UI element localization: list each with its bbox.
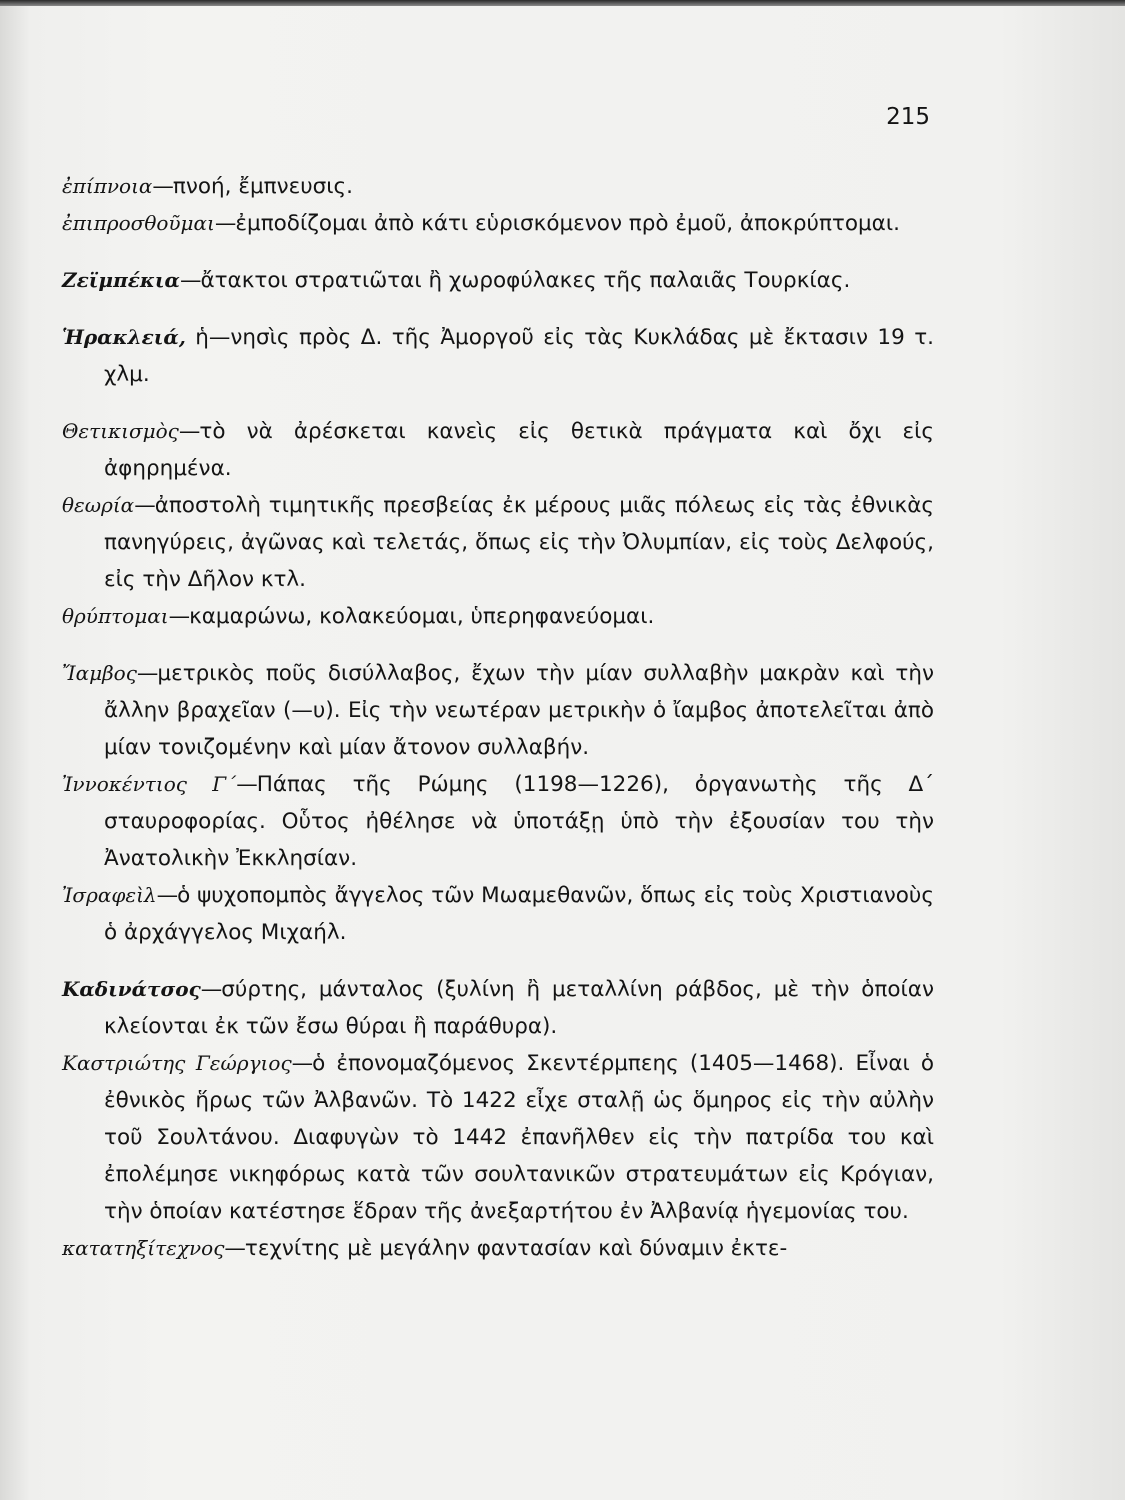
entry-definition: ἀποστολὴ τιμητικῆς πρεσβείας ἐκ μέρους μιᾶς πόλεως εἰς τὰς ἐθνικὰς πανηγύρεις, ἀγῶνας καὶ τελετάς, ὅπως εἰς τὴν Ὀλυμπίαν, εἰς τοὺς Δελφούς, εἰς τὴν Δῆλον κτλ. bbox=[104, 493, 934, 592]
entry-term: Θετικισμὸς bbox=[62, 419, 179, 443]
entry-term: θεωρία bbox=[62, 493, 135, 517]
entry-term: Ἡρακλειά, bbox=[62, 325, 186, 349]
glossary-entry: θεωρία—ἀποστολὴ τιμητικῆς πρεσβείας ἐκ μέρους μιᾶς πόλεως εἰς τὰς ἐθνικὰς πανηγύρεις, ἀγῶνας καὶ τελετάς, ὅπως εἰς τὴν Ὀλυμπίαν, εἰς τοὺς Δελφούς, εἰς τὴν Δῆλον κτλ. bbox=[62, 493, 934, 592]
page-top-edge bbox=[0, 0, 1125, 6]
entry-term: κατατηξίτεχνος bbox=[62, 1236, 225, 1260]
glossary-entry: ἐπίπνοια—πνοή, ἔμπνευσις. bbox=[62, 174, 353, 199]
entry-definition: μετρικὸς ποῦς δισύλλαβος, ἔχων τὴν μίαν συλλαβὴν μακρὰν καὶ τὴν ἄλλην βραχεῖαν (—υ). Εἰς τὴν νεωτέραν μετρικὴν ὁ ἴαμβος ἀποτελεῖται ἀπὸ μίαν τονιζομένην καὶ μίαν ἄτονον συλλαβήν. bbox=[104, 661, 934, 760]
entry-definition: ἄτακτοι στρατιῶται ἢ χωροφύλακες τῆς παλαιᾶς Τουρκίας. bbox=[200, 268, 851, 293]
entry-definition: πνοή, ἔμπνευσις. bbox=[172, 174, 353, 199]
entry-definition: ὁ ψυχοπομπὸς ἄγγελος τῶν Μωαμεθανῶν, ὅπως εἰς τοὺς Χριστιανοὺς ὁ ἀρχάγγελος Μιχαήλ. bbox=[104, 883, 934, 945]
entry-term: Ἰννοκέντιος Γ΄ bbox=[62, 772, 237, 796]
glossary-entry: Ἴαμβος—μετρικὸς ποῦς δισύλλαβος, ἔχων τὴν μίαν συλλαβὴν μακρὰν καὶ τὴν ἄλλην βραχεῖαν (—υ). Εἰς τὴν νεωτέραν μετρικὴν ὁ ἴαμβος ἀποτελεῖται ἀπὸ μίαν τονιζομένην καὶ μίαν ἄτονον συλλαβήν. bbox=[62, 661, 934, 760]
glossary-entry: ἐπιπροσθοῦμαι—ἐμποδίζομαι ἀπὸ κάτι εὑρισκόμενον πρὸ ἐμοῦ, ἀποκρύπτομαι. bbox=[62, 211, 900, 236]
entry-definition: ἐμποδίζομαι ἀπὸ κάτι εὑρισκόμενον πρὸ ἐμοῦ, ἀποκρύπτομαι. bbox=[235, 211, 900, 236]
entry-definition: ἡ—νησὶς πρὸς Δ. τῆς Ἀμοργοῦ εἰς τὰς Κυκλάδας μὲ ἔκτασιν 19 τ. χλμ. bbox=[104, 325, 934, 387]
glossary-entry: Καδινάτσος—σύρτης, μάνταλος (ξυλίνη ἢ μεταλλίνη ράβδος, μὲ τὴν ὁποίαν κλείονται ἐκ τῶν ἔσω θύραι ἢ παράθυρα). bbox=[62, 977, 934, 1039]
entry-term: ἐπίπνοια bbox=[62, 174, 153, 198]
glossary-entry bbox=[62, 319, 934, 393]
entry-term: Ἴαμβος bbox=[62, 661, 137, 685]
glossary-entry: Θετικισμὸς—τὸ νὰ ἀρέσκεται κανεὶς εἰς θετικὰ πράγματα καὶ ὄχι εἰς ἀφηρημένα. bbox=[62, 419, 934, 481]
glossary-entry: Καστριώτης Γεώργιος—ὁ ἐπονομαζόμενος Σκεντέρμπεης (1405—1468). Εἶναι ὁ ἐθνικὸς ἥρως τῶν Ἀλβανῶν. Τὸ 1422 εἶχε σταλῇ ὡς ὅμηρος εἰς τὴν αὐλὴν τοῦ Σουλτάνου. Διαφυγὼν τὸ 1442 ἐπανῆλθεν εἰς τὴν πατρίδα του καὶ ἐπολέμησε νικηφόρως κατὰ τῶν σουλτανικῶν στρατευμάτων εἰς Κρόγιαν, τὴν ὁποίαν κατέστησε ἕδραν τῆς ἀνεξαρτήτου ἐν Ἀλβανίᾳ ἡγεμονίας του. bbox=[62, 1051, 935, 1224]
glossary-entry: Ἰσραφεὶλ—ὁ ψυχοπομπὸς ἄγγελος τῶν Μωαμεθανῶν, ὅπως εἰς τοὺς Χριστιανοὺς ὁ ἀρχάγγελος Μιχαήλ. bbox=[62, 883, 934, 945]
entry-definition: τὸ νὰ ἀρέσκεται κανεὶς εἰς θετικὰ πράγματα καὶ ὄχι εἰς ἀφηρημένα. bbox=[104, 419, 934, 481]
page-number: 215 bbox=[886, 104, 930, 130]
glossary-entry: Ἰννοκέντιος Γ΄—Πάπας τῆς Ρώμης (1198—1226), ὀργανωτὴς τῆς Δ΄ σταυροφορίας. Οὗτος ἠθέλησε νὰ ὑποτάξῃ ὑπὸ τὴν ἐξουσίαν του τὴν Ἀνατολικὴν Ἐκκλησίαν. bbox=[62, 772, 934, 871]
entry-term: Καδινάτσος bbox=[62, 977, 201, 1001]
glossary-entry: Ζεϊμπέκια—ἄτακτοι στρατιῶται ἢ χωροφύλακες τῆς παλαιᾶς Τουρκίας. bbox=[62, 268, 851, 293]
glossary-entry: κατατηξίτεχνος—τεχνίτης μὲ μεγάλην φαντασίαν καὶ δύναμιν ἐκτε- bbox=[62, 1236, 788, 1261]
glossary-entry: θρύπτομαι—καμαρώνω, κολακεύομαι, ὑπερηφανεύομαι. bbox=[62, 604, 655, 629]
entry-term: θρύπτομαι bbox=[62, 604, 169, 628]
entry-definition: τεχνίτης μὲ μεγάλην φαντασίαν καὶ δύναμιν ἐκτε- bbox=[244, 1236, 788, 1261]
glossary-entries bbox=[62, 168, 934, 1267]
entry-term: Ἰσραφεὶλ bbox=[62, 883, 157, 907]
entry-definition: Πάπας τῆς Ρώμης (1198—1226), ὀργανωτὴς τῆς Δ΄ σταυροφορίας. Οὗτος ἠθέλησε νὰ ὑποτάξῃ ὑπὸ τὴν ἐξουσίαν του τὴν Ἀνατολικὴν Ἐκκλησίαν. bbox=[104, 772, 934, 871]
entry-definition: ὁ ἐπονομαζόμενος Σκεντέρμπεης (1405—1468). Εἶναι ὁ ἐθνικὸς ἥρως τῶν Ἀλβανῶν. Τὸ 1422 εἶχε σταλῇ ὡς ὅμηρος εἰς τὴν αὐλὴν τοῦ Σουλτάνου. Διαφυγὼν τὸ 1442 ἐπανῆλθεν εἰς τὴν πατρίδα του καὶ ἐπολέμησε νικηφόρως κατὰ τῶν σουλτανικῶν στρατευμάτων εἰς Κρόγιαν, τὴν ὁποίαν κατέστησε ἕδραν τῆς ἀνεξαρτήτου ἐν Ἀλβανίᾳ ἡγεμονίας του. bbox=[104, 1051, 935, 1224]
entry-term: Καστριώτης Γεώργιος bbox=[62, 1051, 292, 1075]
entry-definition: καμαρώνω, κολακεύομαι, ὑπερηφανεύομαι. bbox=[189, 604, 655, 629]
entry-term: Ζεϊμπέκια bbox=[62, 268, 180, 292]
entry-term: ἐπιπροσθοῦμαι bbox=[62, 211, 215, 235]
entry-definition: σύρτης, μάνταλος (ξυλίνη ἢ μεταλλίνη ράβδος, μὲ τὴν ὁποίαν κλείονται ἐκ τῶν ἔσω θύραι ἢ παράθυρα). bbox=[104, 977, 934, 1039]
